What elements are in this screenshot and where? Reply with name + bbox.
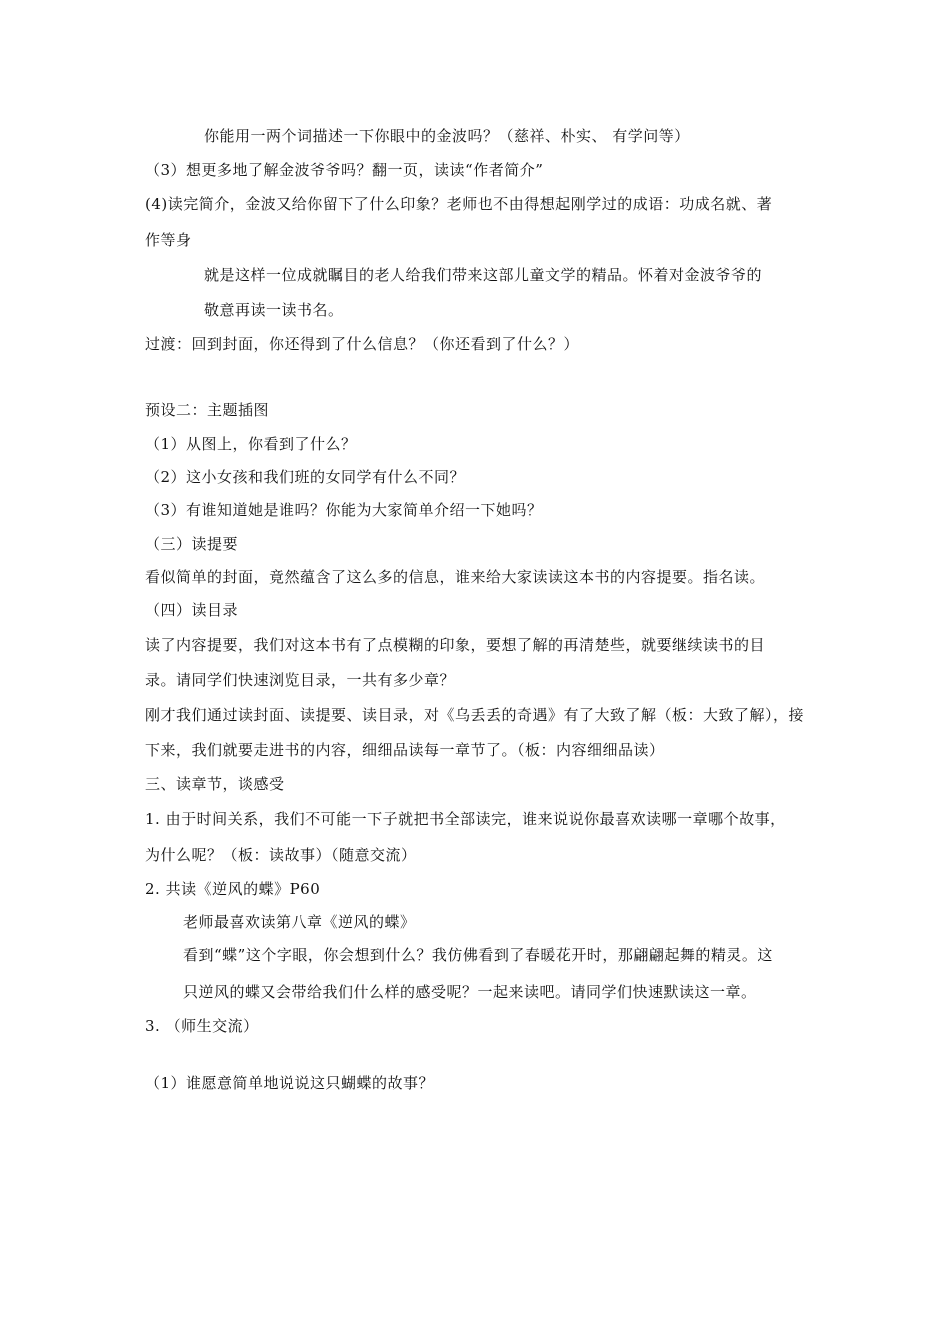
text-line: 为什么呢？（板：读故事）（随意交流） [145, 846, 417, 864]
text-line: （3）想更多地了解金波爷爷吗？翻一页，读读“作者简介” [145, 161, 544, 179]
text-line: 老师最喜欢读第八章《逆风的蝶》 [183, 913, 416, 931]
text-line: （2）这小女孩和我们班的女同学有什么不同？ [145, 468, 466, 486]
text-line: 1. 由于时间关系，我们不可能一下子就把书全部读完，谁来说说你最喜欢读哪一章哪个故事， [145, 810, 786, 828]
text-line: （1）谁愿意简单地说说这只蝴蝶的故事？ [145, 1074, 435, 1092]
text-line: 看似简单的封面，竟然蕴含了这么多的信息，谁来给大家读读这本书的内容提要。指名读。 [145, 568, 766, 586]
text-line: 3. （师生交流） [145, 1017, 259, 1035]
text-line: 过渡：回到封面，你还得到了什么信息？（你还看到了什么？） [145, 335, 580, 353]
text-line: （1）从图上，你看到了什么？ [145, 435, 357, 453]
text-line: （3）有谁知道她是谁吗？你能为大家简单介绍一下她吗？ [145, 501, 543, 519]
text-line: 你能用一两个词描述一下你眼中的金波吗？（慈祥、朴实、 有学问等） [204, 127, 690, 145]
section-heading: 预设二：主题插图 [145, 401, 270, 419]
text-line: (4)读完简介，金波又给你留下了什么印象？老师也不由得想起刚学过的成语：功成名就、著 [145, 195, 773, 213]
section-heading: （三）读提要 [145, 535, 239, 553]
section-heading: （四）读目录 [145, 601, 239, 619]
text-line: 作等身 [145, 231, 192, 249]
text-line: 就是这样一位成就瞩目的老人给我们带来这部儿童文学的精品。怀着对金波爷爷的 [204, 266, 763, 284]
text-line: 2. 共读《逆风的蝶》P60 [145, 880, 321, 898]
text-line: 录。请同学们快速浏览目录，一共有多少章？ [145, 671, 456, 689]
text-line: 下来，我们就要走进书的内容，细细品读每一章节了。（板：内容细细品读） [145, 741, 665, 759]
section-heading: 三、读章节，谈感受 [145, 775, 285, 793]
text-line: 读了内容提要，我们对这本书有了点模糊的印象，要想了解的再清楚些，就要继续读书的目 [145, 636, 766, 654]
text-line: 敬意再读一读书名。 [204, 301, 344, 319]
text-line: 只逆风的蝶又会带给我们什么样的感受呢？一起来读吧。请同学们快速默读这一章。 [183, 983, 757, 1001]
text-line: 看到“蝶”这个字眼，你会想到什么？我仿佛看到了春暖花开时，那翩翩起舞的精灵。这 [183, 946, 773, 964]
text-line: 刚才我们通过读封面、读提要、读目录，对《乌丢丢的奇遇》有了大致了解（板：大致了解），接 [145, 706, 805, 724]
